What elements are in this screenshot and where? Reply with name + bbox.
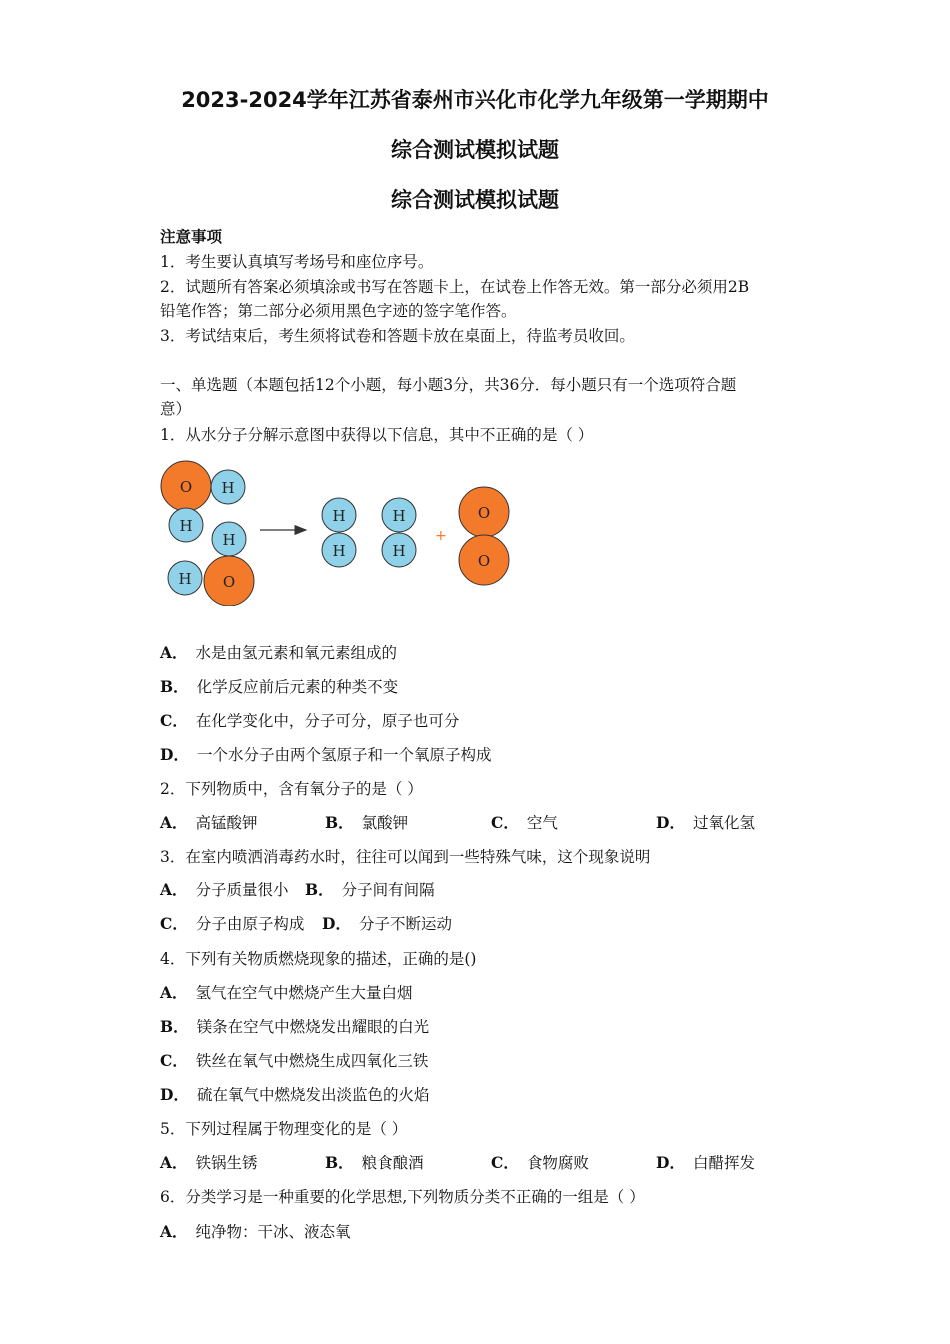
question-1-option-b: B． 化学反应前后元素的种类不变 (160, 677, 399, 696)
notice-item: 铅笔作答；第二部分必须用黑色字迹的签字笔作答。 (160, 302, 517, 320)
question-5-option-a: A． 铁锅生锈 (160, 1153, 258, 1172)
question-2-option-a: A． 高锰酸钾 (160, 813, 258, 832)
hydrogen-label: H (222, 531, 236, 549)
notice-item: 1．考生要认真填写考场号和座位序号。 (160, 253, 434, 271)
question-5-option-d: D． 白醋挥发 (656, 1153, 755, 1172)
hydrogen-label: H (392, 507, 406, 525)
hydrogen-label: H (179, 517, 193, 535)
water-decomposition-diagram (158, 456, 518, 606)
question-5-option-b: B． 粮食酿酒 (325, 1153, 424, 1172)
question-3-option-b: B． 分子间有间隔 (305, 880, 435, 899)
page-subtitle-repeat: 综合测试模拟试题 (391, 188, 559, 212)
question-6-option-a: A． 纯净物：干冰、液态氧 (160, 1222, 351, 1241)
oxygen-molecule (459, 487, 509, 585)
question-2-option-c: C． 空气 (491, 813, 558, 832)
plus-sign: + (435, 528, 447, 544)
hydrogen-label: H (178, 570, 192, 588)
question-5-stem: 5．下列过程属于物理变化的是（ ） (160, 1120, 408, 1138)
oxygen-label: O (477, 504, 491, 522)
question-3-stem: 3．在室内喷洒消毒药水时，往往可以闻到一些特殊气味，这个现象说明 (160, 848, 651, 866)
question-2-option-d: D． 过氧化氢 (656, 813, 755, 832)
question-4-option-a: A． 氢气在空气中燃烧产生大量白烟 (160, 983, 413, 1002)
question-1-option-a: A． 水是由氢元素和氧元素组成的 (160, 643, 398, 662)
hydrogen-label: H (392, 542, 406, 560)
section-heading: 一、单选题（本题包括12个小题，每小题3分，共36分．每小题只有一个选项符合题 (160, 376, 737, 394)
question-3-option-a: A． 分子质量很小 (160, 880, 289, 899)
notice-item: 3．考试结束后，考生须将试卷和答题卡放在桌面上，待监考员收回。 (160, 327, 635, 345)
notice-heading: 注意事项 (160, 227, 223, 246)
hydrogen-label: H (332, 542, 346, 560)
question-2-option-b: B． 氯酸钾 (325, 813, 409, 832)
question-3-option-d: D． 分子不断运动 (322, 914, 452, 933)
page-title: 2023-2024学年江苏省泰州市兴化市化学九年级第一学期期中 (181, 88, 769, 112)
question-2-stem: 2．下列物质中，含有氧分子的是（ ） (160, 780, 423, 798)
hydrogen-label: H (221, 479, 235, 497)
question-4-option-d: D． 硫在氧气中燃烧发出淡监色的火焰 (160, 1085, 430, 1104)
section-heading-cont: 意） (160, 400, 192, 418)
question-4-option-c: C． 铁丝在氧气中燃烧生成四氧化三铁 (160, 1051, 429, 1070)
oxygen-label: O (477, 552, 491, 570)
question-1-option-d: D． 一个水分子由两个氢原子和一个氧原子构成 (160, 745, 492, 764)
hydrogen-molecule-1 (322, 498, 356, 567)
hydrogen-label: H (332, 507, 346, 525)
oxygen-label: O (222, 573, 236, 591)
question-4-stem: 4．下列有关物质燃烧现象的描述，正确的是() (160, 950, 477, 968)
question-4-option-b: B． 镁条在空气中燃烧发出耀眼的白光 (160, 1017, 430, 1036)
question-1-option-c: C． 在化学变化中，分子可分，原子也可分 (160, 711, 460, 730)
question-5-option-c: C． 食物腐败 (491, 1153, 589, 1172)
hydrogen-molecule-2 (382, 498, 416, 567)
question-1-stem: 1．从水分子分解示意图中获得以下信息，其中不正确的是（ ） (160, 426, 594, 444)
page-subtitle: 综合测试模拟试题 (391, 138, 559, 162)
question-6-stem: 6．分类学习是一种重要的化学思想,下列物质分类不正确的一组是（ ） (160, 1188, 645, 1206)
question-3-option-c: C． 分子由原子构成 (160, 914, 305, 933)
oxygen-label: O (179, 478, 193, 496)
notice-item: 2．试题所有答案必须填涂或书写在答题卡上，在试卷上作答无效。第一部分必须用2B (160, 278, 750, 296)
